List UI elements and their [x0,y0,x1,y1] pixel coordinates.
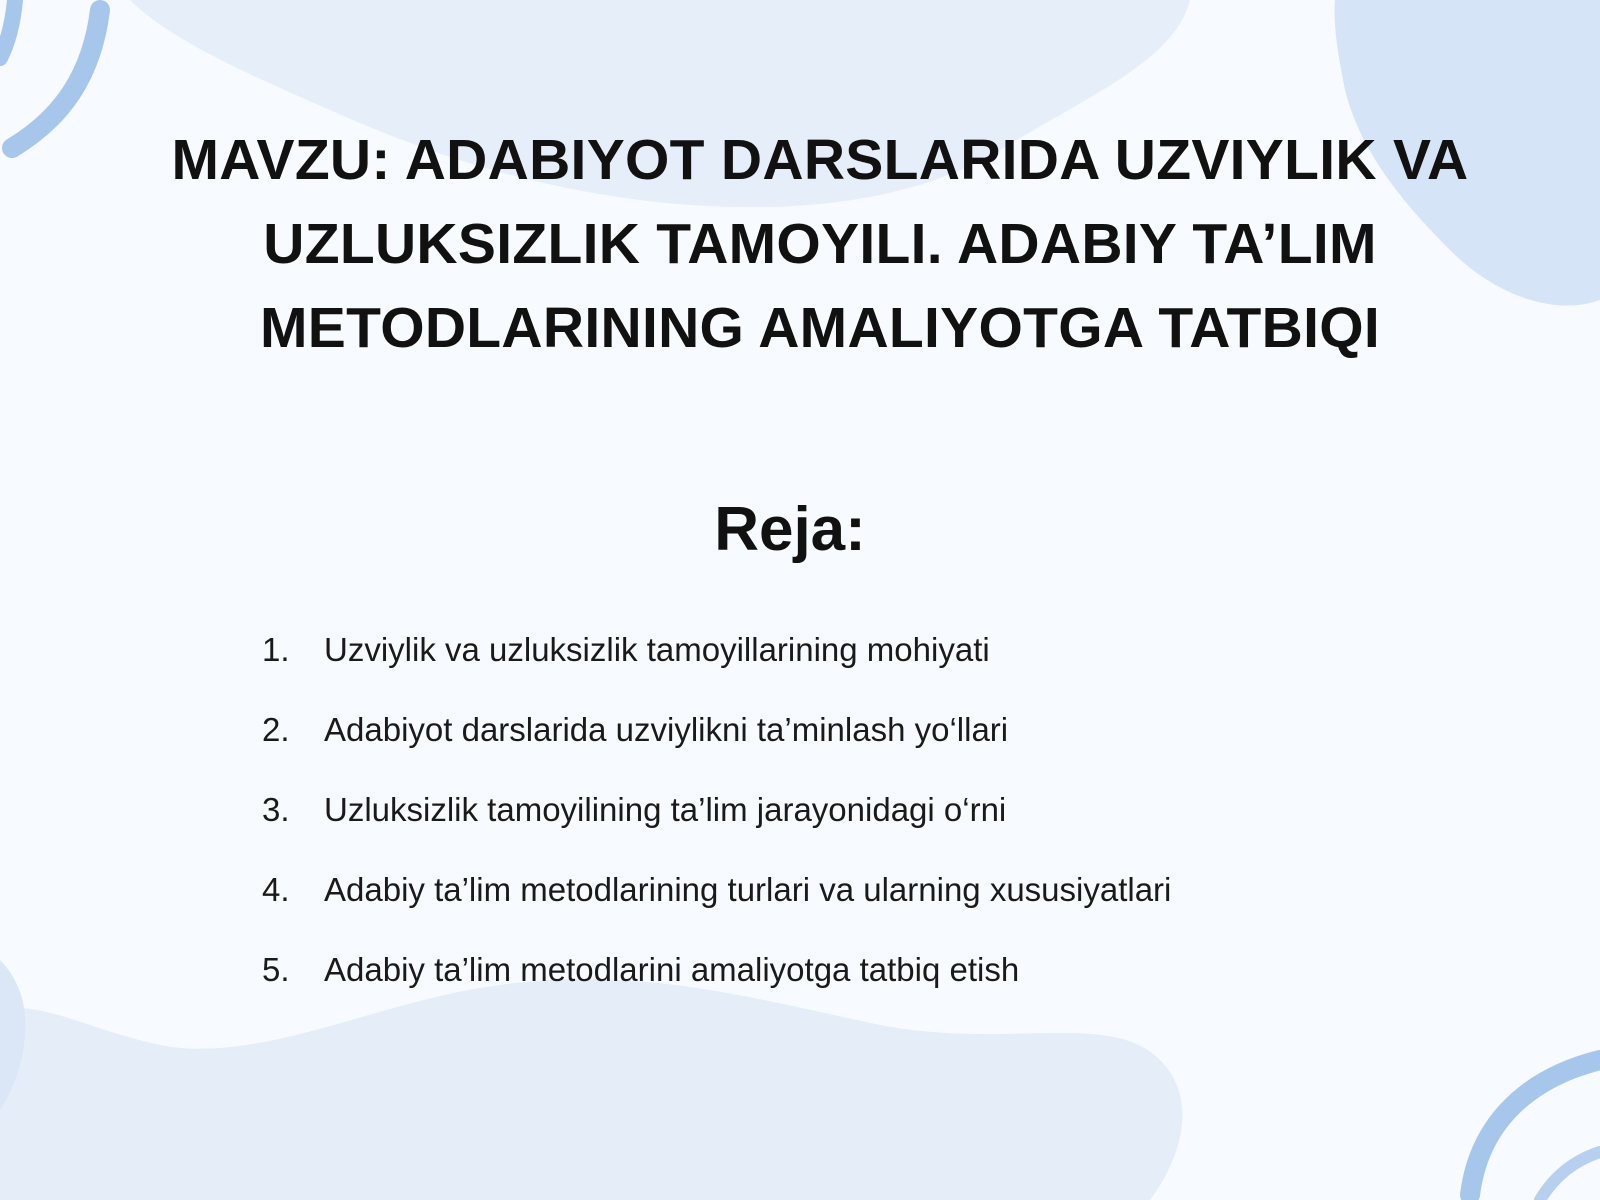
plan-item-number: 4. [262,871,290,908]
plan-item-number: 3. [262,791,290,828]
plan-item-number: 1. [262,631,290,668]
arc-bottom-right-outer [1540,1152,1600,1200]
arc-top-left-inner [0,0,15,58]
plan-item-text: Adabiy ta’lim metodlarini amaliyotga tatbiq etish [324,951,1020,988]
plan-item-4 [262,870,1412,950]
plan-heading: Reja: [714,495,866,564]
plan-item-1 [262,630,1412,710]
plan-item-3 [262,790,1412,870]
plan-list [262,630,1412,1030]
plan-item-number: 5. [262,951,290,988]
plan-item-text: Adabiy ta’lim metodlarining turlari va ularning xususiyatlari [324,871,1172,908]
arc-top-left [12,10,100,148]
plan-item-text: Uzluksizlik tamoyilining ta’lim jarayonidagi o‘rni [324,791,1007,828]
plan-item-5 [262,950,1412,1030]
plan-item-text: Adabiyot darslarida uzviylikni ta’minlash yo‘llari [324,711,1009,748]
arc-bottom-right [1470,1060,1600,1195]
plan-item-number: 2. [262,711,290,748]
slide-title: MAVZU: ADABIYOT DARSLARIDA UZVIYLIK VA UZLUKSIZLIK TAMOYILI. ADABIY TA’LIM METODLARINING AMALIYOTGA TATBIQI [171,128,1469,360]
plan-item-2 [262,710,1412,790]
plan-item-text: Uzviylik va uzluksizlik tamoyillarining mohiyati [324,631,990,668]
